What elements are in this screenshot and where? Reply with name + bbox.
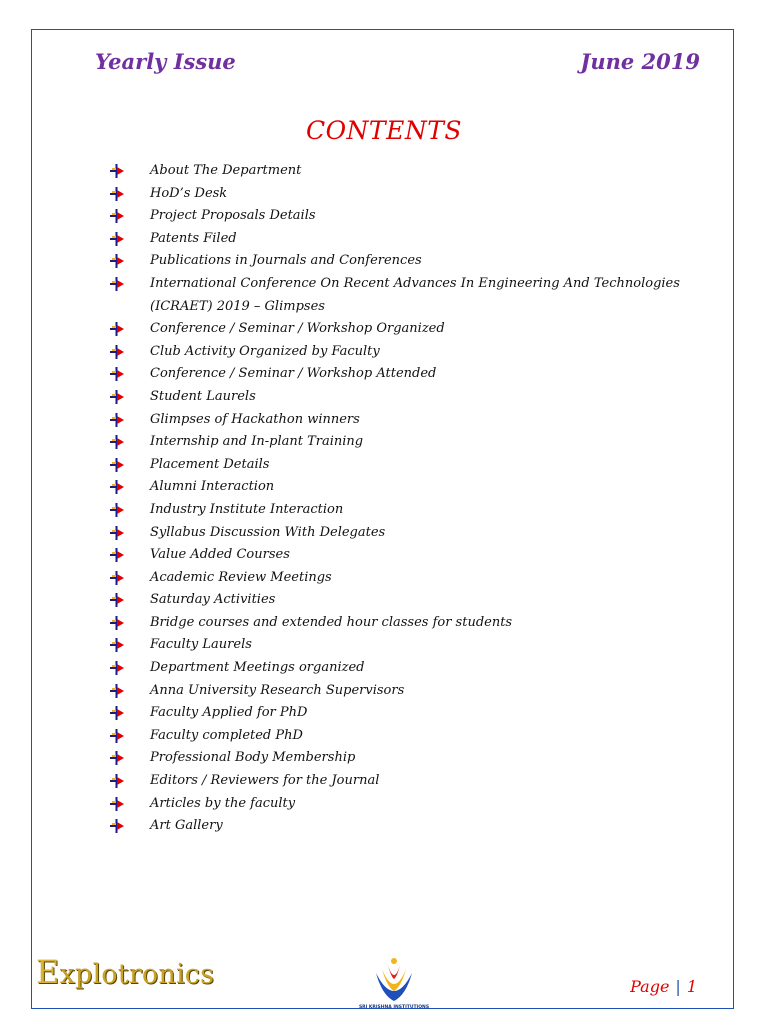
toc-item-label: Conference / Seminar / Workshop Organized <box>150 321 445 337</box>
toc-item-label: Project Proposals Details <box>150 208 316 224</box>
toc-item-label: HoD’s Desk <box>150 185 228 201</box>
toc-item-label: Academic Review Meetings <box>150 569 332 585</box>
page-number <box>630 977 697 996</box>
toc-item-label: Syllabus Discussion With Delegates <box>150 524 386 540</box>
toc-item-label: Anna University Research Supervisors <box>150 682 405 698</box>
arrow-bullet-icon <box>110 232 124 246</box>
institution-name: SRI KRISHNA INSTITUTIONS <box>358 1005 430 1010</box>
toc-item <box>110 341 680 364</box>
arrow-bullet-icon <box>110 345 124 359</box>
toc-item-label: Internship and In-plant Training <box>150 434 364 450</box>
toc-item <box>110 431 680 454</box>
toc-item <box>110 205 680 228</box>
toc-item <box>110 476 680 499</box>
header-date: June 2019 <box>580 49 700 74</box>
arrow-bullet-icon <box>110 164 124 178</box>
toc-item <box>110 160 680 183</box>
arrow-bullet-icon <box>110 797 124 811</box>
toc-item <box>110 250 680 273</box>
arrow-bullet-icon <box>110 548 124 562</box>
toc-item-label: Saturday Activities <box>150 592 276 608</box>
toc-item-label: Glimpses of Hackathon winners <box>150 411 360 427</box>
toc-item <box>110 680 680 703</box>
arrow-bullet-icon <box>110 661 124 675</box>
arrow-bullet-icon <box>110 729 124 743</box>
arrow-bullet-icon <box>110 390 124 404</box>
page-separator: | <box>675 977 681 996</box>
toc-item <box>110 544 680 567</box>
toc-item-label: Alumni Interaction <box>150 479 275 495</box>
toc-item-label: Art Gallery <box>150 818 223 834</box>
toc-item <box>110 318 680 341</box>
logo-rest: xplotronics <box>59 959 215 990</box>
toc-item-label: Department Meetings organized <box>150 660 365 676</box>
header-issue: Yearly Issue <box>95 49 236 74</box>
toc-item <box>110 522 680 545</box>
arrow-bullet-icon <box>110 616 124 630</box>
page-label: Page <box>630 977 670 996</box>
arrow-bullet-icon <box>110 435 124 449</box>
arrow-bullet-icon <box>110 638 124 652</box>
arrow-bullet-icon <box>110 367 124 381</box>
toc-item-label: Placement Details <box>150 456 270 472</box>
toc-item-label: Bridge courses and extended hour classes for students <box>150 614 513 630</box>
logo-first-letter: E <box>36 953 60 991</box>
toc-item-label: Industry Institute Interaction <box>150 501 344 517</box>
toc-item-label: Publications in Journals and Conferences <box>150 253 422 269</box>
toc-item <box>110 815 680 838</box>
toc-item <box>110 386 680 409</box>
page-value: 1 <box>686 977 697 996</box>
toc-item-label: Faculty Laurels <box>150 637 252 653</box>
arrow-bullet-icon <box>110 209 124 223</box>
arrow-bullet-icon <box>110 819 124 833</box>
toc-item <box>110 793 680 816</box>
toc-item-label: International Conference On Recent Advances In Engineering And Technologies (ICRAET) 2019 – Glimpses <box>150 275 680 314</box>
arrow-bullet-icon <box>110 503 124 517</box>
toc-item-label: Patents Filed <box>150 230 237 246</box>
toc-item <box>110 747 680 770</box>
toc-item <box>110 589 680 612</box>
toc-item <box>110 770 680 793</box>
arrow-bullet-icon <box>110 187 124 201</box>
page-title: CONTENTS <box>305 116 463 145</box>
arrow-bullet-icon <box>110 458 124 472</box>
arrow-bullet-icon <box>110 413 124 427</box>
arrow-bullet-icon <box>110 254 124 268</box>
explotronics-logo <box>36 953 214 991</box>
toc-item <box>110 612 680 635</box>
toc-item <box>110 657 680 680</box>
toc-item <box>110 454 680 477</box>
arrow-bullet-icon <box>110 571 124 585</box>
toc-item-label: Faculty Applied for PhD <box>150 705 308 721</box>
arrow-bullet-icon <box>110 277 124 291</box>
arrow-bullet-icon <box>110 706 124 720</box>
toc-item-label: About The Department <box>150 163 302 178</box>
toc-item <box>110 183 680 206</box>
toc-item <box>110 567 680 590</box>
sri-krishna-logo-icon <box>366 951 422 1011</box>
toc-item-label: Professional Body Membership <box>150 750 356 766</box>
arrow-bullet-icon <box>110 322 124 336</box>
toc-item <box>110 363 680 386</box>
arrow-bullet-icon <box>110 751 124 765</box>
contents-list <box>110 160 680 838</box>
toc-item-label: Conference / Seminar / Workshop Attended <box>150 366 437 382</box>
toc-item <box>110 499 680 522</box>
arrow-bullet-icon <box>110 684 124 698</box>
toc-item-label: Value Added Courses <box>150 547 290 563</box>
toc-item-label: Articles by the faculty <box>150 795 296 811</box>
toc-item <box>110 634 680 657</box>
toc-item <box>110 228 680 251</box>
toc-item-label: Club Activity Organized by Faculty <box>150 343 380 359</box>
arrow-bullet-icon <box>110 526 124 540</box>
toc-item <box>110 273 680 318</box>
toc-item-label: Student Laurels <box>150 388 256 404</box>
arrow-bullet-icon <box>110 774 124 788</box>
toc-item <box>110 409 680 432</box>
toc-item <box>110 702 680 725</box>
arrow-bullet-icon <box>110 480 124 494</box>
toc-item-label: Faculty completed PhD <box>150 727 303 743</box>
toc-item-label: Editors / Reviewers for the Journal <box>150 773 380 789</box>
toc-item <box>110 725 680 748</box>
arrow-bullet-icon <box>110 593 124 607</box>
